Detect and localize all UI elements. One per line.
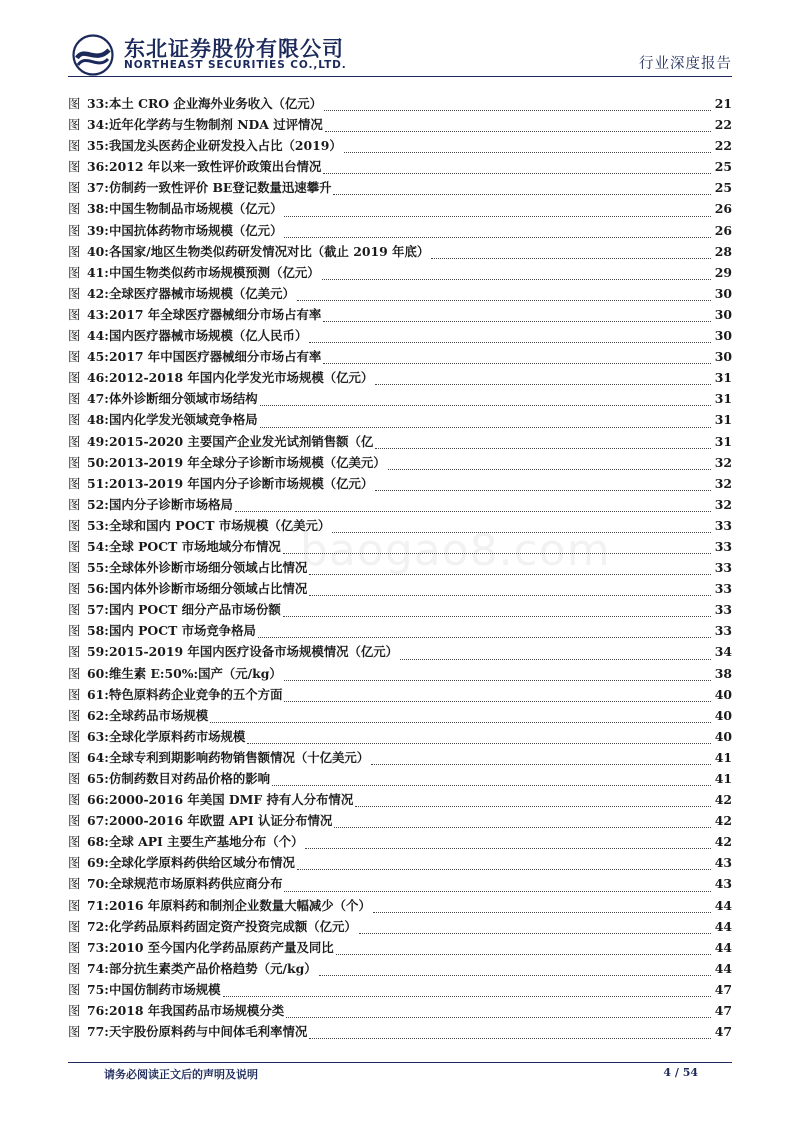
toc-entry-label: 图 (68, 117, 81, 133)
toc-leader-dots (359, 933, 711, 934)
toc-entry-page: 21 (714, 96, 732, 111)
toc-entry-label: 图 (68, 855, 81, 871)
toc-entry-title: 中国仿制药市场规模 (109, 981, 221, 997)
toc-entry-label: 图 (68, 454, 81, 470)
toc-entry[interactable] (68, 284, 732, 305)
toc-entry-page: 22 (714, 138, 732, 154)
toc-entry-page: 40 (714, 728, 732, 744)
toc-entry-number: 53: (87, 517, 109, 533)
toc-entry[interactable] (68, 178, 732, 199)
toc-entry-page: 30 (714, 306, 732, 322)
toc-entry-label: 图 (68, 918, 81, 934)
toc-entry-title: 2015-2019 年国内医疗设备市场规模情况（亿元） (109, 644, 399, 660)
toc-entry-number: 62: (87, 707, 109, 723)
toc-entry-label: 图 (68, 665, 81, 681)
toc-entry-label: 图 (68, 876, 81, 892)
toc-entry-title: 2017 年全球医疗器械细分市场占有率 (109, 306, 322, 322)
toc-entry-title: 全球化学原料药市场规模 (109, 728, 246, 744)
toc-entry-label: 图 (68, 349, 81, 365)
toc-entry-page: 41 (714, 749, 732, 765)
watermark: baogao8.com (300, 525, 611, 576)
toc-entry-title: 全球 POCT 市场地域分布情况 (109, 538, 281, 554)
toc-entry-label: 图 (68, 644, 81, 660)
toc-entry-page: 43 (714, 876, 732, 892)
toc-leader-dots (284, 237, 710, 238)
toc-entry-title: 国内 POCT 市场竞争格局 (109, 623, 256, 639)
toc-entry-number: 63: (87, 728, 109, 744)
page-number: 4 / 54 (663, 1066, 698, 1079)
toc-entry-number: 56: (87, 581, 109, 597)
toc-entry-title: 全球规范市场原料药供应商分布 (109, 876, 283, 892)
toc-entry-page: 33 (714, 538, 732, 554)
toc-entry-number: 44: (87, 328, 109, 344)
toc-entry-title: 维生素 E:50%:国产（元/kg） (109, 665, 282, 681)
toc-entry-page: 33 (714, 623, 732, 639)
toc-entry-title: 2015-2020 主要国产企业发光试剂销售额（亿 (109, 433, 374, 449)
toc-leader-dots (344, 152, 711, 153)
toc-entry-title: 国内分子诊断市场格局 (109, 496, 233, 512)
toc-entry-label: 图 (68, 581, 81, 597)
toc-entry-title: 国内体外诊断市场细分领域占比情况 (109, 581, 308, 597)
toc-entry-page: 44 (714, 960, 732, 976)
toc-entry-number: 58: (87, 623, 109, 639)
toc-leader-dots (375, 384, 710, 385)
toc-entry-page: 44 (714, 897, 732, 913)
toc-entry-number: 59: (87, 644, 109, 660)
toc-entry-number: 50: (87, 454, 109, 470)
toc-entry-label: 图 (68, 180, 81, 196)
toc-entry-page: 47 (714, 1003, 732, 1019)
toc-entry-label: 图 (68, 243, 81, 259)
toc-leader-dots (322, 279, 711, 280)
toc-entry-title: 2000-2016 年欧盟 API 认证分布情况 (109, 813, 333, 829)
toc-entry-number: 68: (87, 834, 109, 850)
toc-entry[interactable] (68, 263, 732, 284)
toc-leader-dots (260, 427, 711, 428)
toc-entry[interactable] (68, 959, 732, 980)
toc-entry-label: 图 (68, 560, 81, 576)
toc-entry[interactable] (68, 727, 732, 748)
toc-entry-label: 图 (68, 707, 81, 723)
toc-entry-number: 64: (87, 749, 109, 765)
toc-leader-dots (336, 954, 711, 955)
toc-entry-number: 74: (87, 960, 109, 976)
toc-entry[interactable] (68, 495, 732, 516)
toc-leader-dots (323, 173, 710, 174)
toc-entry-number: 49: (87, 433, 109, 449)
toc-leader-dots (375, 448, 710, 449)
toc-entry-label: 图 (68, 517, 81, 533)
toc-entry-label: 图 (68, 96, 81, 111)
toc-leader-dots (284, 216, 710, 217)
toc-entry-label: 图 (68, 939, 81, 955)
toc-leader-dots (309, 342, 711, 343)
toc-leader-dots (284, 891, 710, 892)
toc-entry-title: 2012-2018 年国内化学发光市场规模（亿元） (109, 370, 374, 386)
toc-entry[interactable] (68, 621, 732, 642)
toc-entry[interactable] (68, 115, 732, 136)
toc-entry-number: 48: (87, 412, 109, 428)
toc-entry-number: 41: (87, 264, 109, 280)
toc-leader-dots (319, 975, 711, 976)
toc-entry-label: 图 (68, 496, 81, 512)
toc-entry-title: 2016 年原料药和制剂企业数量大幅减少（个） (109, 897, 371, 913)
toc-entry-title: 仿制药一致性评价 BE登记数量迅速攀升 (109, 180, 332, 196)
toc-entry-page: 33 (714, 581, 732, 597)
toc-entry-page: 22 (714, 117, 732, 133)
toc-entry-page: 25 (714, 180, 732, 196)
toc-entry-title: 部分抗生素类产品价格趋势（元/kg） (109, 960, 317, 976)
toc-entry-number: 75: (87, 981, 109, 997)
northeast-securities-logo-icon (72, 34, 114, 76)
toc-entry-label: 图 (68, 285, 81, 301)
toc-entry[interactable] (68, 980, 732, 1001)
toc-entry-page: 44 (714, 939, 732, 955)
toc-entry-title: 体外诊断细分领域市场结构 (109, 391, 258, 407)
toc-entry[interactable] (68, 642, 732, 663)
toc-entry-title: 国内 POCT 细分产品市场份额 (109, 602, 281, 618)
toc-entry-title: 中国生物制品市场规模（亿元） (109, 201, 283, 217)
toc-entry-label: 图 (68, 602, 81, 618)
toc-entry-label: 图 (68, 264, 81, 280)
toc-entry[interactable] (68, 664, 732, 685)
toc-entry-label: 图 (68, 391, 81, 407)
toc-entry-number: 76: (87, 1003, 109, 1019)
toc-entry-title: 全球 API 主要生产基地分布（个） (109, 834, 304, 850)
toc-entry-number: 51: (87, 475, 109, 491)
toc-entry[interactable] (68, 389, 732, 410)
toc-entry-title: 我国龙头医药企业研发投入占比（2019） (109, 138, 342, 154)
toc-entry[interactable] (68, 347, 732, 368)
toc-leader-dots (210, 722, 711, 723)
toc-leader-dots (388, 469, 711, 470)
toc-entry[interactable] (68, 410, 732, 431)
report-type: 行业深度报告 (639, 56, 732, 72)
company-name-en: NORTHEAST SECURITIES CO.,LTD. (124, 59, 347, 71)
toc-entry-label: 图 (68, 960, 81, 976)
toc-entry-label: 图 (68, 686, 81, 702)
toc-entry-number: 66: (87, 792, 109, 808)
toc-entry-page: 41 (714, 771, 732, 786)
footer-divider (68, 1062, 732, 1063)
toc-leader-dots (334, 827, 710, 828)
toc-entry-page: 33 (714, 517, 732, 533)
toc-entry-title: 2000-2016 年美国 DMF 持有人分布情况 (109, 792, 354, 808)
toc-entry-label: 图 (68, 1003, 81, 1019)
toc-leader-dots (355, 806, 711, 807)
toc-entry-number: 72: (87, 918, 109, 934)
toc-entry-page: 30 (714, 349, 732, 365)
toc-entry-title: 2018 年我国药品市场规模分类 (109, 1003, 285, 1019)
toc-entry-number: 43: (87, 306, 109, 322)
toc-entry-label: 图 (68, 201, 81, 217)
toc-entry-label: 图 (68, 306, 81, 322)
toc-leader-dots (223, 996, 711, 997)
toc-entry[interactable] (68, 221, 732, 242)
toc-entry-number: 54: (87, 538, 109, 554)
toc-entry-number: 37: (87, 180, 109, 196)
toc-entry-number: 42: (87, 285, 109, 301)
toc-entry-number: 38: (87, 201, 109, 217)
toc-leader-dots (324, 110, 711, 111)
toc-entry[interactable] (68, 136, 732, 157)
toc-entry[interactable] (68, 811, 732, 832)
toc-entry[interactable] (68, 474, 732, 495)
toc-leader-dots (283, 616, 711, 617)
toc-entry[interactable] (68, 516, 732, 537)
toc-entry-page: 31 (714, 433, 732, 449)
toc-entry-page: 42 (714, 813, 732, 829)
toc-entry[interactable] (68, 1022, 732, 1043)
toc-leader-dots (297, 869, 711, 870)
toc-leader-dots (305, 848, 710, 849)
toc-leader-dots (286, 1017, 711, 1018)
toc-entry-title: 全球化学原料药供给区域分布情况 (109, 855, 295, 871)
toc-entry-number: 55: (87, 560, 109, 576)
toc-entry-title: 全球和国内 POCT 市场规模（亿美元） (109, 517, 331, 533)
toc-entry-title: 中国生物类似药市场规模预测（亿元） (109, 264, 320, 280)
toc-entry[interactable] (68, 706, 732, 727)
toc-entry-title: 全球医疗器械市场规模（亿美元） (109, 285, 295, 301)
toc-entry-page: 47 (714, 1024, 732, 1040)
toc-entry-title: 全球专利到期影响药物销售额情况（十亿美元） (109, 749, 370, 765)
toc-leader-dots (260, 405, 711, 406)
header-divider (68, 76, 732, 77)
toc-entry[interactable] (68, 938, 732, 959)
toc-entry-number: 70: (87, 876, 109, 892)
toc-entry-label: 图 (68, 159, 81, 175)
toc-leader-dots (309, 574, 711, 575)
toc-entry-page: 31 (714, 412, 732, 428)
toc-leader-dots (309, 595, 711, 596)
toc-entry[interactable] (68, 600, 732, 621)
toc-entry-label: 图 (68, 623, 81, 639)
toc-entry-page: 43 (714, 855, 732, 871)
toc-leader-dots (309, 1038, 711, 1039)
toc-entry-title: 天宇股份原料药与中间体毛利率情况 (109, 1024, 308, 1040)
toc-entry-title: 2013-2019 年国内分子诊断市场规模（亿元） (109, 475, 374, 491)
toc-leader-dots (371, 764, 711, 765)
toc-entry-number: 52: (87, 496, 109, 512)
toc-entry-page: 38 (714, 665, 732, 681)
toc-entry-label: 图 (68, 475, 81, 491)
toc-entry[interactable] (68, 790, 732, 811)
toc-leader-dots (400, 659, 711, 660)
toc-entry-page: 31 (714, 370, 732, 386)
toc-entry-title: 国内化学发光领域竞争格局 (109, 412, 258, 428)
toc-entry-page: 32 (714, 454, 732, 470)
toc-entry-page: 29 (714, 264, 732, 280)
toc-leader-dots (431, 258, 711, 259)
toc-entry-number: 34: (87, 117, 109, 133)
toc-entry-number: 33: (87, 96, 109, 111)
toc-entry-label: 图 (68, 222, 81, 238)
toc-leader-dots (284, 680, 711, 681)
toc-entry[interactable] (68, 896, 732, 917)
toc-entry-page: 30 (714, 328, 732, 344)
toc-leader-dots (325, 131, 711, 132)
toc-entry-title: 化学药品原料药固定资产投资完成额（亿元） (109, 918, 357, 934)
toc-entry[interactable] (68, 874, 732, 895)
toc-entry-title: 中国抗体药物市场规模（亿元） (109, 222, 283, 238)
figure-list (68, 94, 732, 1043)
toc-leader-dots (235, 511, 711, 512)
toc-entry-page: 31 (714, 391, 732, 407)
toc-leader-dots (272, 785, 711, 786)
toc-entry[interactable] (68, 832, 732, 853)
toc-entry-number: 47: (87, 391, 109, 407)
toc-entry-page: 33 (714, 560, 732, 576)
toc-leader-dots (284, 701, 710, 702)
toc-entry-page: 26 (714, 201, 732, 217)
toc-entry[interactable] (68, 853, 732, 874)
toc-entry-number: 61: (87, 686, 109, 702)
toc-entry[interactable] (68, 748, 732, 769)
toc-entry-number: 36: (87, 159, 109, 175)
toc-entry-label: 图 (68, 412, 81, 428)
toc-entry-number: 60: (87, 665, 109, 681)
toc-leader-dots (333, 194, 710, 195)
toc-entry-number: 39: (87, 222, 109, 238)
toc-entry-label: 图 (68, 538, 81, 554)
toc-entry-number: 71: (87, 897, 109, 913)
toc-entry-label: 图 (68, 138, 81, 154)
toc-entry-page: 47 (714, 981, 732, 997)
toc-entry-label: 图 (68, 433, 81, 449)
toc-entry-page: 44 (714, 918, 732, 934)
toc-entry[interactable] (68, 1001, 732, 1022)
toc-leader-dots (297, 300, 711, 301)
toc-entry-label: 图 (68, 328, 81, 344)
toc-entry-title: 2010 至今国内化学药品原药产量及同比 (109, 939, 334, 955)
toc-entry-title: 2012 年以来一致性评价政策出台情况 (109, 159, 322, 175)
toc-entry-number: 73: (87, 939, 109, 955)
toc-entry-number: 65: (87, 771, 109, 786)
toc-entry[interactable] (68, 769, 732, 790)
toc-entry-label: 图 (68, 728, 81, 744)
toc-entry-label: 图 (68, 897, 81, 913)
toc-entry-label: 图 (68, 792, 81, 808)
toc-entry-title: 全球药品市场规模 (109, 707, 209, 723)
toc-entry[interactable] (68, 558, 732, 579)
toc-entry[interactable] (68, 242, 732, 263)
toc-entry-page: 33 (714, 602, 732, 618)
toc-entry-page: 25 (714, 159, 732, 175)
toc-entry-page: 42 (714, 834, 732, 850)
toc-entry-title: 本土 CRO 企业海外业务收入（亿元） (109, 96, 323, 111)
toc-entry-title: 近年化学药与生物制剂 NDA 过评情况 (109, 117, 323, 133)
toc-entry-page: 42 (714, 792, 732, 808)
toc-entry-number: 69: (87, 855, 109, 871)
toc-entry-page: 32 (714, 496, 732, 512)
toc-leader-dots (247, 743, 710, 744)
toc-leader-dots (323, 321, 710, 322)
toc-entry-number: 67: (87, 813, 109, 829)
footer-disclaimer: 请务必阅读正文后的声明及说明 (104, 1068, 258, 1081)
toc-entry[interactable] (68, 685, 732, 706)
toc-entry[interactable] (68, 537, 732, 558)
toc-entry[interactable] (68, 917, 732, 938)
toc-entry[interactable] (68, 326, 732, 347)
toc-entry-label: 图 (68, 771, 81, 786)
toc-entry-page: 34 (714, 644, 732, 660)
toc-entry-number: 57: (87, 602, 109, 618)
toc-entry-title: 仿制药数目对药品价格的影响 (109, 771, 271, 786)
toc-entry-label: 图 (68, 1024, 81, 1040)
toc-entry-label: 图 (68, 981, 81, 997)
toc-entry[interactable] (68, 432, 732, 453)
toc-entry-title: 国内医疗器械市场规模（亿人民币） (109, 328, 308, 344)
toc-entry-title: 全球体外诊断市场细分领域占比情况 (109, 560, 308, 576)
toc-leader-dots (283, 553, 711, 554)
toc-entry-number: 40: (87, 243, 109, 259)
toc-leader-dots (375, 490, 710, 491)
toc-entry[interactable] (68, 368, 732, 389)
toc-entry-page: 40 (714, 707, 732, 723)
toc-entry-label: 图 (68, 749, 81, 765)
toc-entry-title: 特色原料药企业竞争的五个方面 (109, 686, 283, 702)
toc-entry-number: 46: (87, 370, 109, 386)
toc-leader-dots (323, 363, 710, 364)
toc-entry[interactable] (68, 157, 732, 178)
toc-entry-page: 30 (714, 285, 732, 301)
toc-entry-page: 32 (714, 475, 732, 491)
toc-leader-dots (373, 912, 711, 913)
page-header (0, 0, 800, 78)
toc-entry-label: 图 (68, 370, 81, 386)
toc-entry-number: 45: (87, 349, 109, 365)
toc-entry[interactable] (68, 94, 732, 115)
company-name-cn: 东北证券股份有限公司 (124, 37, 344, 61)
toc-entry-label: 图 (68, 813, 81, 829)
toc-entry[interactable] (68, 199, 732, 220)
toc-entry[interactable] (68, 453, 732, 474)
toc-leader-dots (258, 637, 711, 638)
toc-entry-title: 各国家/地区生物类似药研发情况对比（截止 2019 年底） (109, 243, 430, 259)
toc-entry-label: 图 (68, 834, 81, 850)
toc-entry-title: 2013-2019 年全球分子诊断市场规模（亿美元） (109, 454, 386, 470)
toc-entry-number: 35: (87, 138, 109, 154)
toc-entry-page: 28 (714, 243, 732, 259)
toc-entry-page: 40 (714, 686, 732, 702)
toc-entry-title: 2017 年中国医疗器械细分市场占有率 (109, 349, 322, 365)
toc-entry-page: 26 (714, 222, 732, 238)
toc-entry[interactable] (68, 305, 732, 326)
toc-entry-number: 77: (87, 1024, 109, 1040)
toc-entry[interactable] (68, 579, 732, 600)
toc-leader-dots (332, 532, 710, 533)
